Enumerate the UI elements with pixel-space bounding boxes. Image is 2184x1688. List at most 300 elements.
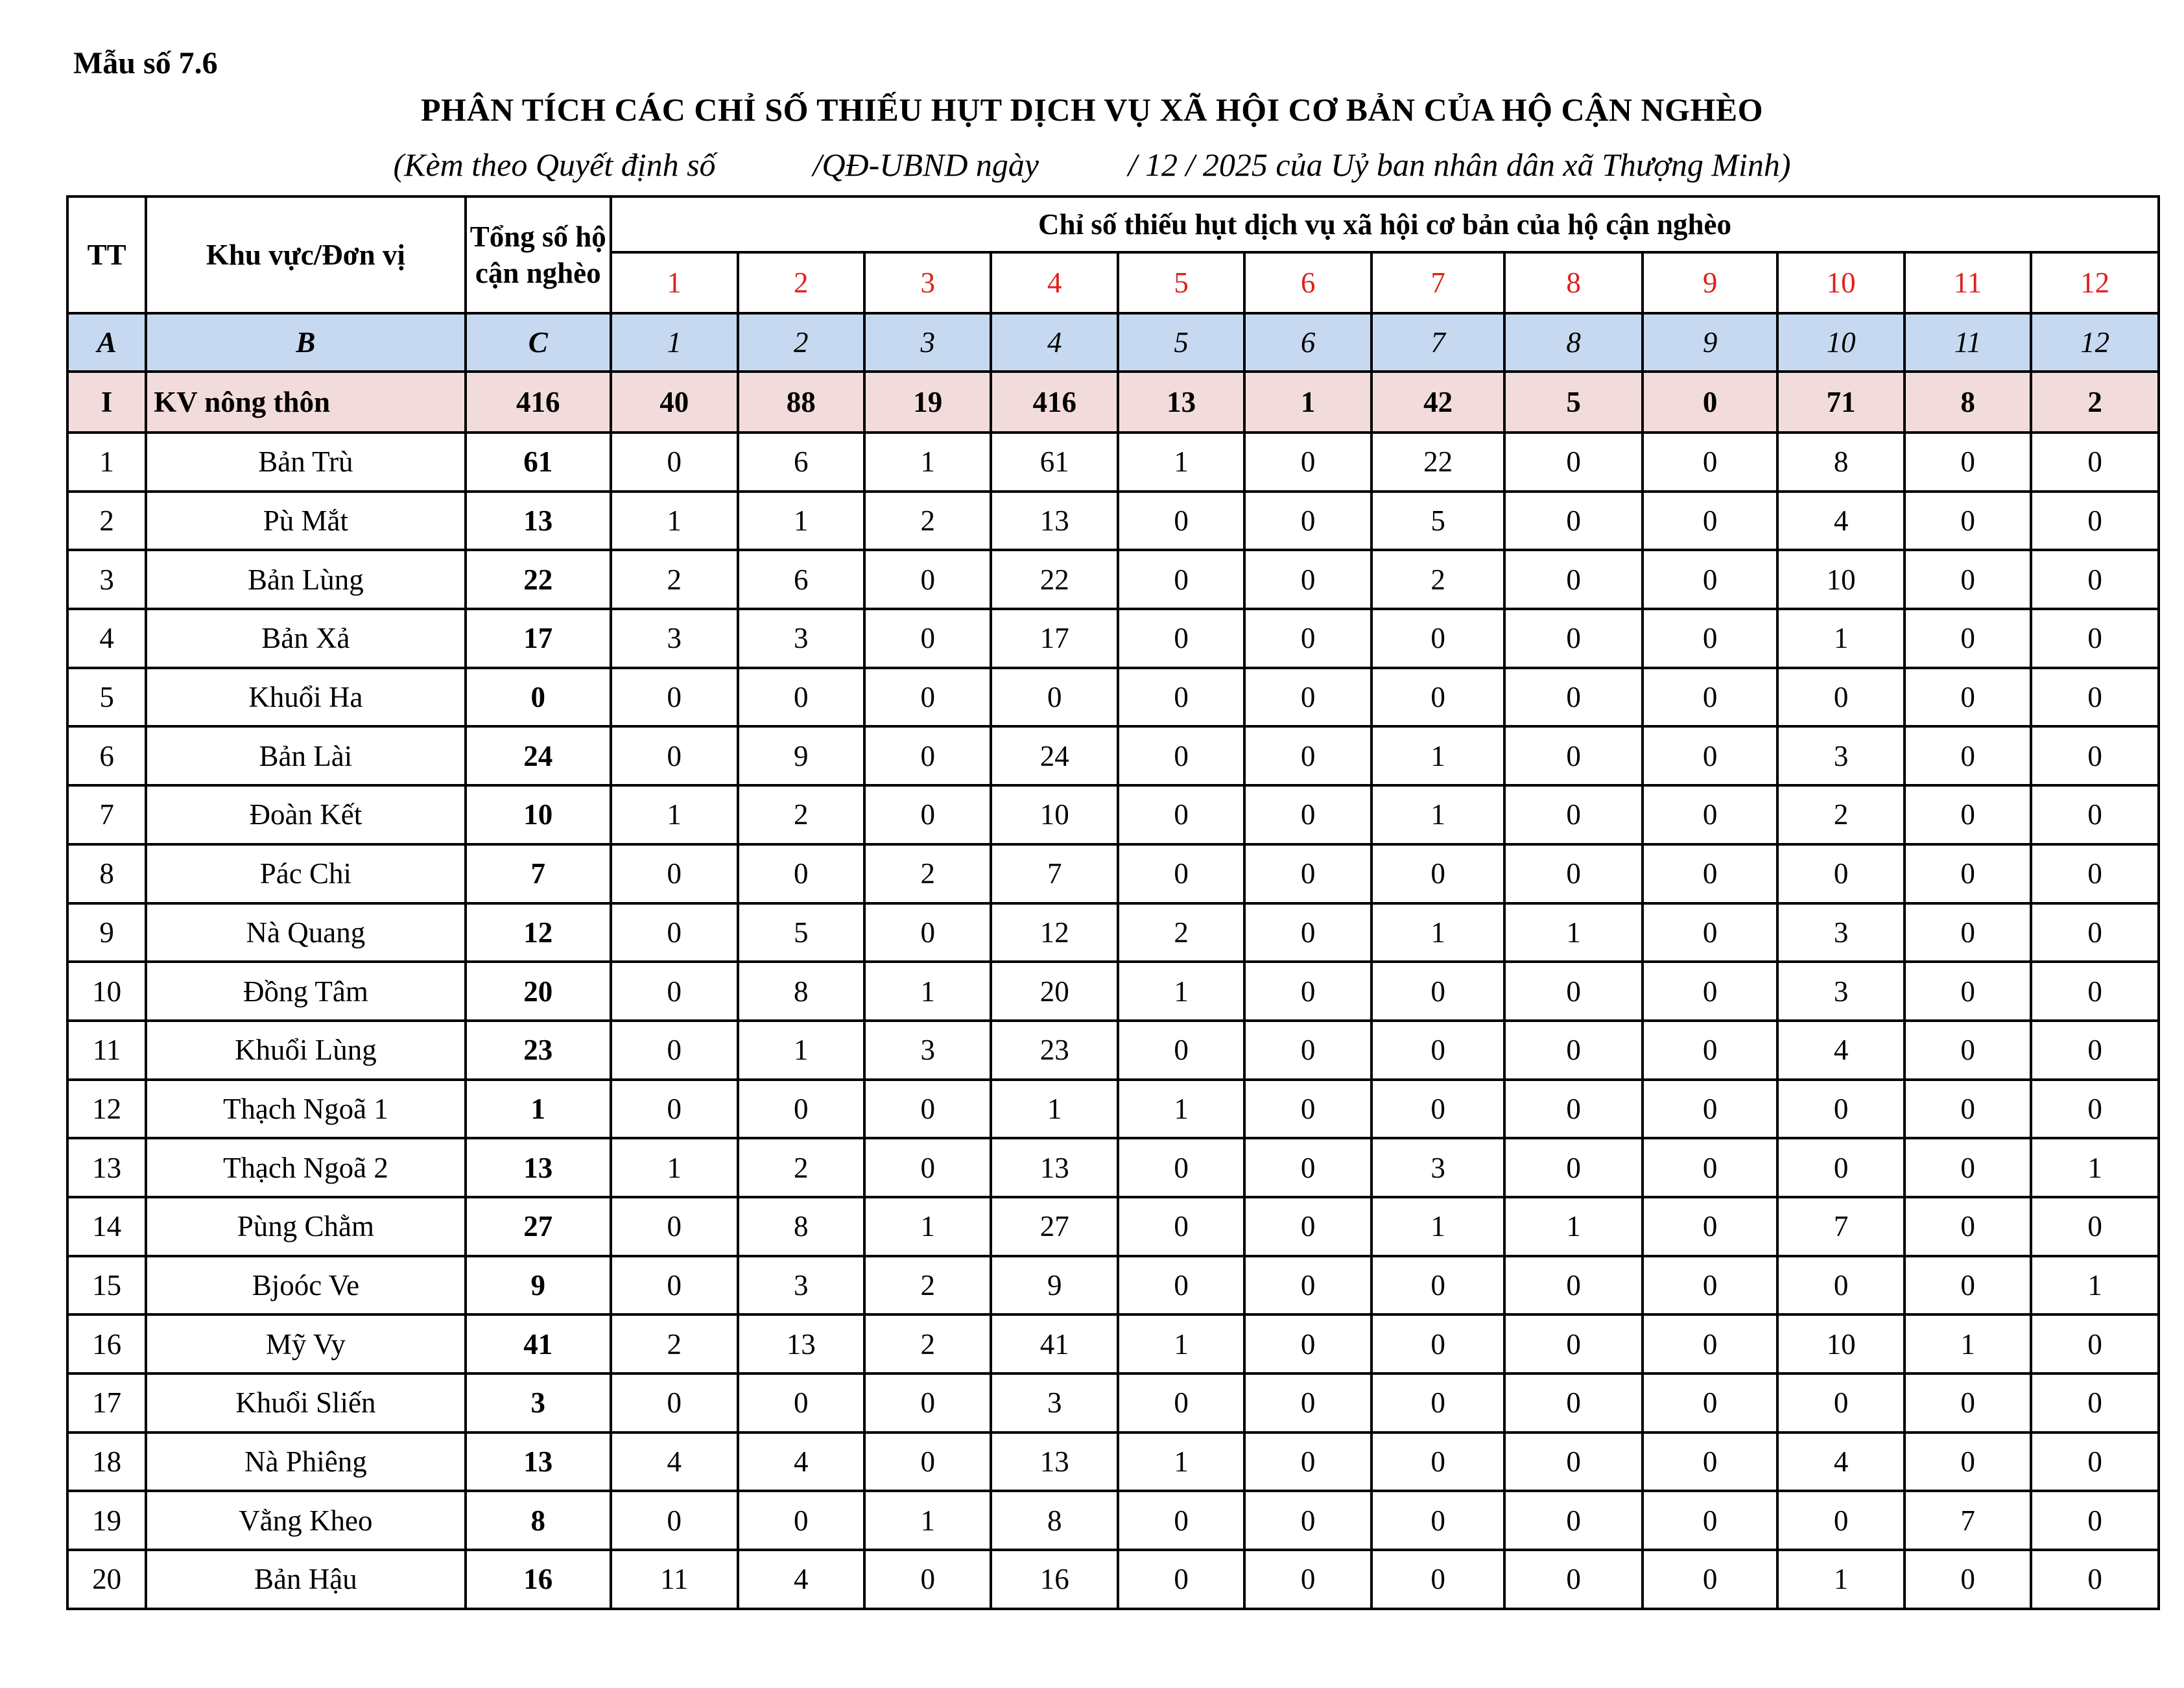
row-indicator-value: 1	[1118, 1314, 1244, 1373]
row-tt: 7	[67, 785, 146, 844]
row-indicator-value: 0	[1371, 668, 1505, 727]
row-indicator-value: 0	[1118, 492, 1244, 551]
row-indicator-value: 17	[991, 609, 1117, 668]
header-indicator-6: 6	[1244, 252, 1371, 313]
row-indicator-value: 0	[1118, 1021, 1244, 1080]
table-row	[67, 726, 2159, 785]
row-indicator-value: 0	[1504, 1080, 1643, 1139]
row-indicator-value: 8	[1777, 433, 1904, 492]
row-indicator-value: 0	[1905, 844, 2031, 903]
row-indicator-value: 0	[1905, 726, 2031, 785]
row-indicator-value: 0	[1118, 1550, 1244, 1609]
table-row	[67, 1314, 2159, 1373]
row-indicator-value: 0	[1777, 1256, 1904, 1315]
document-title: PHÂN TÍCH CÁC CHỈ SỐ THIẾU HỤT DỊCH VỤ XÃ HỘI CƠ BẢN CỦA HỘ CẬN NGHÈO	[421, 91, 1763, 128]
header-unit: Khu vực/Đơn vị	[146, 196, 465, 313]
row-indicator-value: 0	[611, 726, 737, 785]
row-unit-name: Đồng Tâm	[146, 962, 465, 1021]
row-indicator-value: 0	[2031, 962, 2159, 1021]
row-indicator-value: 0	[1905, 1373, 2031, 1432]
row-indicator-value: 2	[864, 1314, 991, 1373]
row-unit-name: Pùng Chằm	[146, 1197, 465, 1256]
row-indicator-value: 0	[1504, 1256, 1643, 1315]
row-indicator-value: 0	[738, 1080, 864, 1139]
row-indicator-value: 2	[1118, 903, 1244, 962]
row-indicator-value: 0	[1244, 726, 1371, 785]
row-indicator-value: 10	[1777, 550, 1904, 609]
row-indicator-value: 0	[2031, 1314, 2159, 1373]
column-letter: 12	[2031, 313, 2159, 372]
row-total: 23	[466, 1021, 611, 1080]
column-letter: 8	[1504, 313, 1643, 372]
row-indicator-value: 0	[1643, 668, 1778, 727]
row-indicator-value: 0	[1244, 1197, 1371, 1256]
row-indicator-value: 0	[1118, 1197, 1244, 1256]
region-value: 0	[1643, 372, 1778, 433]
row-indicator-value: 1	[1371, 726, 1505, 785]
region-value: 19	[864, 372, 991, 433]
row-unit-name: Thạch Ngoã 2	[146, 1138, 465, 1197]
row-indicator-value: 0	[1905, 785, 2031, 844]
row-indicator-value: 1	[738, 1021, 864, 1080]
row-indicator-value: 0	[1244, 1373, 1371, 1432]
row-indicator-value: 2	[1777, 785, 1904, 844]
row-indicator-value: 0	[1244, 962, 1371, 1021]
row-unit-name: Khuổi Ha	[146, 668, 465, 727]
row-indicator-value: 3	[611, 609, 737, 668]
row-tt: 10	[67, 962, 146, 1021]
row-indicator-value: 0	[1371, 609, 1505, 668]
row-indicator-value: 10	[991, 785, 1117, 844]
row-indicator-value: 0	[1643, 1314, 1778, 1373]
row-indicator-value: 1	[864, 1197, 991, 1256]
row-tt: 5	[67, 668, 146, 727]
column-letter: 9	[1643, 313, 1778, 372]
row-indicator-value: 0	[1905, 1432, 2031, 1492]
row-indicator-value: 0	[1777, 844, 1904, 903]
document-subtitle: (Kèm theo Quyết định số /QĐ-UBND ngày / 12 / 2025 của Uỷ ban nhân dân xã Thượng Minh)	[393, 147, 1791, 183]
row-indicator-value: 0	[1504, 844, 1643, 903]
row-indicator-value: 0	[864, 609, 991, 668]
row-indicator-value: 3	[1371, 1138, 1505, 1197]
row-unit-name: Thạch Ngoã 1	[146, 1080, 465, 1139]
row-indicator-value: 27	[991, 1197, 1117, 1256]
header-total: Tổng số hộ cận nghèo	[466, 196, 611, 313]
row-indicator-value: 0	[1905, 903, 2031, 962]
row-indicator-value: 7	[1905, 1491, 2031, 1550]
row-indicator-value: 0	[2031, 668, 2159, 727]
row-tt: 17	[67, 1373, 146, 1432]
row-indicator-value: 0	[2031, 1197, 2159, 1256]
row-indicator-value: 0	[1371, 1550, 1505, 1609]
row-indicator-value: 4	[738, 1432, 864, 1492]
header-indicators-group: Chỉ số thiếu hụt dịch vụ xã hội cơ bản của hộ cận nghèo	[611, 196, 2159, 252]
row-indicator-value: 0	[1244, 1021, 1371, 1080]
row-indicator-value: 8	[738, 962, 864, 1021]
row-indicator-value: 13	[991, 492, 1117, 551]
row-indicator-value: 0	[611, 1256, 737, 1315]
row-indicator-value: 2	[864, 492, 991, 551]
row-indicator-value: 1	[1371, 785, 1505, 844]
table-row	[67, 550, 2159, 609]
row-indicator-value: 0	[1504, 1314, 1643, 1373]
row-indicator-value: 0	[864, 785, 991, 844]
row-indicator-value: 0	[864, 550, 991, 609]
row-total: 17	[466, 609, 611, 668]
row-indicator-value: 11	[611, 1550, 737, 1609]
row-indicator-value: 0	[1643, 1432, 1778, 1492]
row-indicator-value: 0	[1504, 1432, 1643, 1492]
row-indicator-value: 6	[738, 433, 864, 492]
row-indicator-value: 2	[864, 1256, 991, 1315]
row-indicator-value: 0	[1244, 1550, 1371, 1609]
table-row	[67, 962, 2159, 1021]
row-total: 9	[466, 1256, 611, 1315]
row-indicator-value: 0	[1371, 1314, 1505, 1373]
column-letter: 5	[1118, 313, 1244, 372]
row-indicator-value: 3	[1777, 962, 1904, 1021]
row-indicator-value: 1	[2031, 1256, 2159, 1315]
row-indicator-value: 1	[1504, 903, 1643, 962]
row-indicator-value: 1	[738, 492, 864, 551]
region-value: 5	[1504, 372, 1643, 433]
row-indicator-value: 0	[864, 1138, 991, 1197]
row-indicator-value: 0	[1643, 785, 1778, 844]
row-indicator-value: 0	[1643, 1080, 1778, 1139]
row-indicator-value: 0	[1244, 1432, 1371, 1492]
row-indicator-value: 2	[1371, 550, 1505, 609]
row-indicator-value: 0	[2031, 609, 2159, 668]
row-indicator-value: 3	[738, 1256, 864, 1315]
header-indicator-1: 1	[611, 252, 737, 313]
row-indicator-value: 61	[991, 433, 1117, 492]
row-indicator-value: 0	[1244, 550, 1371, 609]
row-indicator-value: 0	[991, 668, 1117, 727]
row-tt: 9	[67, 903, 146, 962]
region-value: 88	[738, 372, 864, 433]
table-row	[67, 1373, 2159, 1432]
row-indicator-value: 0	[2031, 1373, 2159, 1432]
row-total: 10	[466, 785, 611, 844]
row-indicator-value: 0	[1643, 903, 1778, 962]
row-indicator-value: 0	[864, 903, 991, 962]
row-indicator-value: 0	[738, 844, 864, 903]
row-indicator-value: 0	[1504, 785, 1643, 844]
row-total: 12	[466, 903, 611, 962]
row-indicator-value: 16	[991, 1550, 1117, 1609]
row-indicator-value: 0	[2031, 1021, 2159, 1080]
row-indicator-value: 1	[1777, 609, 1904, 668]
header-indicator-8: 8	[1504, 252, 1643, 313]
row-indicator-value: 0	[1905, 1550, 2031, 1609]
region-value: 13	[1118, 372, 1244, 433]
row-indicator-value: 0	[1643, 1021, 1778, 1080]
row-tt: 16	[67, 1314, 146, 1373]
region-name: KV nông thôn	[146, 372, 465, 433]
row-total: 13	[466, 1432, 611, 1492]
row-indicator-value: 0	[611, 1373, 737, 1432]
row-total: 22	[466, 550, 611, 609]
column-letter: A	[67, 313, 146, 372]
row-indicator-value: 20	[991, 962, 1117, 1021]
row-indicator-value: 0	[1905, 1256, 2031, 1315]
row-indicator-value: 0	[1118, 1373, 1244, 1432]
row-indicator-value: 7	[1777, 1197, 1904, 1256]
row-indicator-value: 0	[1905, 1080, 2031, 1139]
table-row	[67, 1256, 2159, 1315]
row-indicator-value: 1	[611, 492, 737, 551]
row-total: 16	[466, 1550, 611, 1609]
row-indicator-value: 4	[611, 1432, 737, 1492]
row-indicator-value: 1	[991, 1080, 1117, 1139]
row-total: 41	[466, 1314, 611, 1373]
row-tt: 13	[67, 1138, 146, 1197]
row-indicator-value: 1	[864, 962, 991, 1021]
row-unit-name: Đoàn Kết	[146, 785, 465, 844]
row-indicator-value: 0	[1777, 1080, 1904, 1139]
row-indicator-value: 12	[991, 903, 1117, 962]
row-indicator-value: 6	[738, 550, 864, 609]
table-row	[67, 844, 2159, 903]
row-indicator-value: 0	[1244, 1491, 1371, 1550]
column-letter: 3	[864, 313, 991, 372]
row-indicator-value: 1	[1371, 903, 1505, 962]
row-unit-name: Bản Trù	[146, 433, 465, 492]
row-indicator-value: 0	[1643, 433, 1778, 492]
row-indicator-value: 0	[738, 1373, 864, 1432]
row-indicator-value: 0	[1777, 1373, 1904, 1432]
row-tt: 20	[67, 1550, 146, 1609]
row-indicator-value: 1	[611, 1138, 737, 1197]
row-indicator-value: 4	[1777, 1021, 1904, 1080]
row-indicator-value: 0	[1643, 609, 1778, 668]
row-indicator-value: 0	[1118, 550, 1244, 609]
row-indicator-value: 0	[1504, 433, 1643, 492]
header-tt: TT	[67, 196, 146, 313]
row-indicator-value: 0	[1905, 433, 2031, 492]
row-indicator-value: 0	[1504, 1373, 1643, 1432]
row-indicator-value: 0	[1905, 668, 2031, 727]
row-total: 27	[466, 1197, 611, 1256]
row-unit-name: Nà Quang	[146, 903, 465, 962]
row-indicator-value: 1	[1118, 433, 1244, 492]
row-tt: 8	[67, 844, 146, 903]
table-row	[67, 1021, 2159, 1080]
row-unit-name: Bản Xả	[146, 609, 465, 668]
region-value: 2	[2031, 372, 2159, 433]
row-indicator-value: 0	[1504, 1138, 1643, 1197]
row-indicator-value: 1	[864, 433, 991, 492]
row-indicator-value: 2	[738, 1138, 864, 1197]
row-indicator-value: 1	[1118, 1080, 1244, 1139]
row-indicator-value: 3	[991, 1373, 1117, 1432]
table-row	[67, 785, 2159, 844]
table-row	[67, 1550, 2159, 1609]
row-indicator-value: 0	[864, 726, 991, 785]
row-indicator-value: 0	[1371, 1432, 1505, 1492]
row-total: 3	[466, 1373, 611, 1432]
row-total: 8	[466, 1491, 611, 1550]
row-indicator-value: 0	[611, 903, 737, 962]
row-indicator-value: 0	[1118, 1138, 1244, 1197]
table-row	[67, 668, 2159, 727]
row-indicator-value: 0	[1244, 844, 1371, 903]
row-indicator-value: 0	[1643, 962, 1778, 1021]
row-indicator-value: 0	[2031, 1432, 2159, 1492]
row-indicator-value: 4	[1777, 1432, 1904, 1492]
column-letter: 10	[1777, 313, 1904, 372]
row-unit-name: Khuổi Sliến	[146, 1373, 465, 1432]
row-indicator-value: 22	[1371, 433, 1505, 492]
row-indicator-value: 23	[991, 1021, 1117, 1080]
row-total: 7	[466, 844, 611, 903]
row-tt: 6	[67, 726, 146, 785]
table-row	[67, 1197, 2159, 1256]
row-indicator-value: 8	[738, 1197, 864, 1256]
row-indicator-value: 0	[1244, 668, 1371, 727]
row-indicator-value: 0	[1643, 1256, 1778, 1315]
row-indicator-value: 13	[991, 1138, 1117, 1197]
row-unit-name: Bản Lài	[146, 726, 465, 785]
region-value: 8	[1905, 372, 2031, 433]
row-tt: 4	[67, 609, 146, 668]
column-letter: 2	[738, 313, 864, 372]
row-indicator-value: 0	[738, 1491, 864, 1550]
header-indicator-4: 4	[991, 252, 1117, 313]
row-indicator-value: 0	[1371, 844, 1505, 903]
row-tt: 18	[67, 1432, 146, 1492]
row-indicator-value: 13	[738, 1314, 864, 1373]
row-indicator-value: 0	[1905, 1138, 2031, 1197]
row-indicator-value: 0	[1118, 785, 1244, 844]
region-value: 71	[1777, 372, 1904, 433]
row-indicator-value: 0	[2031, 492, 2159, 551]
row-indicator-value: 3	[738, 609, 864, 668]
row-indicator-value: 0	[1244, 609, 1371, 668]
row-total: 13	[466, 492, 611, 551]
row-indicator-value: 0	[1371, 1491, 1505, 1550]
column-letter: 11	[1905, 313, 2031, 372]
row-unit-name: Bản Hậu	[146, 1550, 465, 1609]
row-indicator-value: 0	[1371, 1080, 1505, 1139]
region-value: 42	[1371, 372, 1505, 433]
row-indicator-value: 3	[864, 1021, 991, 1080]
table-row	[67, 433, 2159, 492]
row-indicator-value: 0	[2031, 903, 2159, 962]
header-indicator-7: 7	[1371, 252, 1505, 313]
row-indicator-value: 0	[1371, 1373, 1505, 1432]
row-indicator-value: 0	[611, 1021, 737, 1080]
row-tt: 2	[67, 492, 146, 551]
row-indicator-value: 0	[1643, 1491, 1778, 1550]
row-indicator-value: 0	[1905, 492, 2031, 551]
header-indicator-12: 12	[2031, 252, 2159, 313]
row-unit-name: Pác Chi	[146, 844, 465, 903]
row-indicator-value: 0	[1118, 668, 1244, 727]
row-indicator-value: 0	[611, 1491, 737, 1550]
row-indicator-value: 0	[864, 1550, 991, 1609]
row-indicator-value: 0	[2031, 785, 2159, 844]
row-indicator-value: 13	[991, 1432, 1117, 1492]
row-indicator-value: 0	[611, 433, 737, 492]
row-indicator-value: 9	[991, 1256, 1117, 1315]
row-indicator-value: 22	[991, 550, 1117, 609]
row-unit-name: Bjoóc Ve	[146, 1256, 465, 1315]
row-tt: 3	[67, 550, 146, 609]
deficiency-table	[66, 195, 2160, 1610]
row-indicator-value: 0	[611, 1197, 737, 1256]
row-indicator-value: 9	[738, 726, 864, 785]
row-indicator-value: 0	[1118, 609, 1244, 668]
row-indicator-value: 0	[611, 844, 737, 903]
row-indicator-value: 0	[1777, 668, 1904, 727]
row-indicator-value: 0	[1504, 609, 1643, 668]
row-indicator-value: 1	[1371, 1197, 1505, 1256]
row-indicator-value: 2	[738, 785, 864, 844]
row-indicator-value: 0	[1905, 550, 2031, 609]
row-indicator-value: 0	[1643, 550, 1778, 609]
row-indicator-value: 0	[1118, 1256, 1244, 1315]
row-indicator-value: 0	[1504, 962, 1643, 1021]
row-indicator-value: 1	[1504, 1197, 1643, 1256]
column-letter: 7	[1371, 313, 1505, 372]
row-indicator-value: 1	[1905, 1314, 2031, 1373]
row-indicator-value: 0	[2031, 1080, 2159, 1139]
row-indicator-value: 0	[1504, 1021, 1643, 1080]
row-indicator-value: 0	[2031, 1550, 2159, 1609]
table-row	[67, 1491, 2159, 1550]
row-unit-name: Pù Mắt	[146, 492, 465, 551]
row-indicator-value: 4	[738, 1550, 864, 1609]
row-indicator-value: 0	[611, 962, 737, 1021]
row-indicator-value: 0	[1777, 1138, 1904, 1197]
row-unit-name: Vằng Kheo	[146, 1491, 465, 1550]
row-indicator-value: 0	[1244, 903, 1371, 962]
row-indicator-value: 0	[1777, 1491, 1904, 1550]
row-indicator-value: 24	[991, 726, 1117, 785]
row-indicator-value: 0	[1504, 492, 1643, 551]
row-tt: 15	[67, 1256, 146, 1315]
row-indicator-value: 0	[2031, 433, 2159, 492]
table-row	[67, 609, 2159, 668]
row-indicator-value: 0	[1244, 1138, 1371, 1197]
row-indicator-value: 0	[611, 1080, 737, 1139]
row-indicator-value: 0	[1643, 1550, 1778, 1609]
row-indicator-value: 0	[1118, 1491, 1244, 1550]
row-indicator-value: 4	[1777, 492, 1904, 551]
column-letter: C	[466, 313, 611, 372]
row-indicator-value: 5	[1371, 492, 1505, 551]
row-indicator-value: 0	[2031, 550, 2159, 609]
row-indicator-value: 5	[738, 903, 864, 962]
table-row	[67, 1080, 2159, 1139]
row-indicator-value: 0	[864, 1373, 991, 1432]
row-indicator-value: 0	[1504, 550, 1643, 609]
row-indicator-value: 2	[864, 844, 991, 903]
row-total: 1	[466, 1080, 611, 1139]
table-row	[67, 1138, 2159, 1197]
row-indicator-value: 0	[1504, 1491, 1643, 1550]
row-indicator-value: 1	[864, 1491, 991, 1550]
row-indicator-value: 0	[1244, 492, 1371, 551]
table-row	[67, 903, 2159, 962]
row-tt: 19	[67, 1491, 146, 1550]
region-total: 416	[466, 372, 611, 433]
row-indicator-value: 1	[1777, 1550, 1904, 1609]
row-indicator-value: 3	[1777, 726, 1904, 785]
row-tt: 11	[67, 1021, 146, 1080]
row-total: 61	[466, 433, 611, 492]
